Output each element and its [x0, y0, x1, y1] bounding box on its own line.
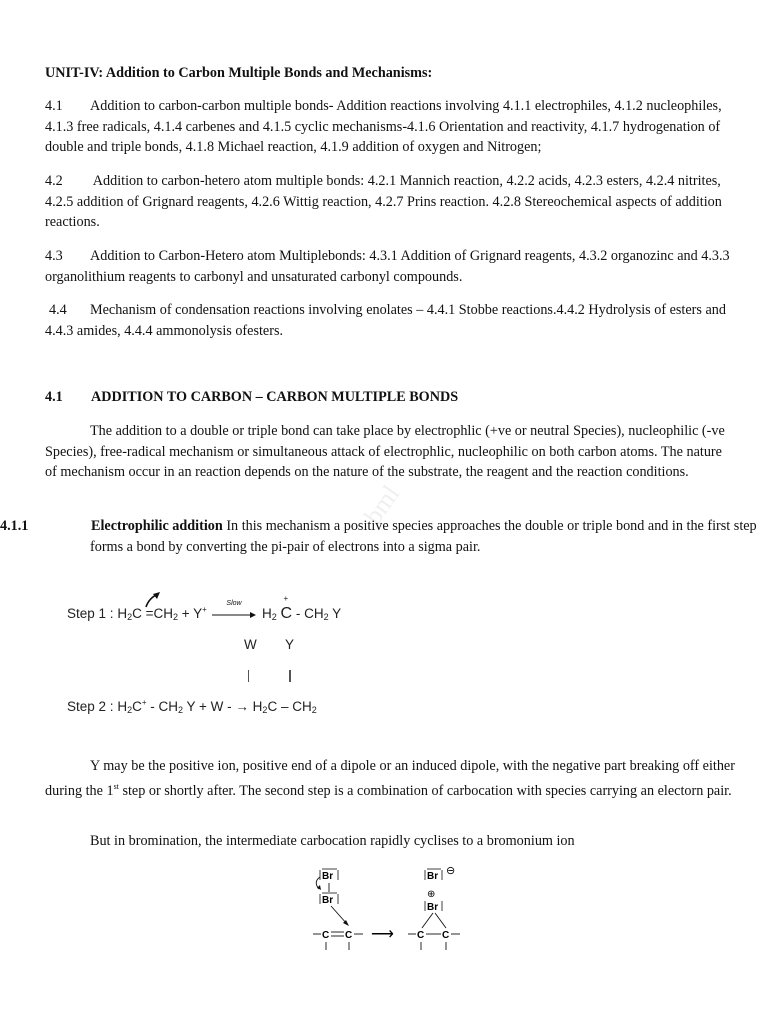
unit-title: UNIT-IV: Addition to Carbon Multiple Bonds and Mechanisms:	[45, 65, 433, 81]
curved-arrow-icon	[143, 590, 165, 610]
subsection-text: In this mechanism a positive species approaches the double or triple bond and in the first step forms a bond by converting the pi-pair of electrons into a sigma pair.	[90, 518, 757, 555]
syllabus-text: Mechanism of condensation reactions involving enolates – 4.4.1 Stobbe reactions.4.4.2 Hydrolysis of esters and 4.4.3 amides, 4.4.4 ammonolysis ofesters.	[45, 302, 726, 339]
plus-charge-icon: ⊕	[427, 889, 436, 900]
syllabus-num: 4.2	[45, 173, 63, 189]
section-heading	[45, 387, 735, 408]
w-label: W	[244, 637, 257, 652]
br-top-left: Br	[322, 871, 334, 882]
subsection-electrophilic	[0, 516, 768, 557]
bond-line-y	[289, 670, 291, 682]
syllabus-text: Addition to carbon-carbon multiple bonds- Addition reactions involving 4.1.1 electrophiles, 4.1.2 nucleophiles, 4.1.3 free radicals, 4.1.4 carbenes and 4.1.5 cyclic mechanisms-4.1.6 Orientation and reactivity, 4.1.7 hydrogenation of double and triple bonds, 4.1.8 Michael reaction, 4.1.9 addition of oxygen and Nitrogen;	[45, 98, 722, 156]
step1-label: Step 1 :	[67, 606, 114, 621]
equation-step1: Step 1 : $H_2C =CH_2 + Y^+$	[67, 605, 207, 622]
reaction-arrow-icon: ⟶	[371, 926, 394, 943]
subsection-title: Electrophilic addition	[91, 518, 223, 534]
syllabus-item-4-1	[45, 96, 735, 158]
syllabus-item-4-4	[45, 300, 735, 341]
syllabus-item-4-2	[45, 171, 735, 233]
intro-paragraph: The addition to a double or triple bond can take place by electrophlic (+ve or neutral Species), nucleophilic (-ve Species), free-radical mechanism or simultaneous attack of electrophlic, nucleophilic on both carbon atoms. The nature of mechanism occur in an reaction depends on the nature of the substrate, the reagent and the reaction conditions.	[45, 423, 725, 481]
section-title: ADDITION TO CARBON – CARBON MULTIPLE BONDS	[91, 389, 459, 405]
right-arrow-icon: →	[235, 699, 249, 714]
bromination-text: But in bromination, the intermediate carbocation rapidly cyclises to a bromonium ion	[90, 833, 575, 849]
y-label: Y	[285, 637, 295, 652]
equation-step2: Step 2 : $H_2C^+ - CH_2$ Y + W - → $H_2C - CH_2$	[67, 698, 317, 715]
syllabus-text: Addition to carbon-hetero atom multiple bonds: 4.2.1 Mannich reaction, 4.2.2 acids, 4.2.3 esters, 4.2.4 nitrites, 4.2.5 addition of Grignard reagents, 4.2.6 Wittig reaction, 4.2.7 Prins reaction. 4.2.8 Stereochemical aspects of addition reactions.	[45, 173, 722, 231]
carbon-1: C	[322, 930, 330, 941]
syllabus-item-4-3	[45, 246, 735, 287]
y-paragraph: Y may be the positive ion, positive end of a dipole or an induced dipole, with the negative part breaking off either during the 1st step or shortly after. The second step is a combination of carbocation with species carrying an electorn pair.	[45, 758, 735, 799]
minus-charge-icon: ⊖	[446, 865, 456, 877]
carbon-3: C	[417, 930, 425, 941]
step1-reactant-b: CH	[153, 606, 173, 621]
carbon-4: C	[442, 930, 450, 941]
subsection-num: 4.1.1	[0, 518, 29, 534]
br-mid-right: Br	[427, 902, 439, 913]
br-mid-left: Br	[322, 895, 334, 906]
syllabus-text: Addition to Carbon-Hetero atom Multiplebonds: 4.3.1 Addition of Grignard reagents, 4.3.2 organozinc and 4.3.3 organolithium reagents to carbonyl and unsaturated carbonyl compounds.	[45, 248, 730, 285]
br-top-right: Br	[427, 871, 439, 882]
step1-reactant-a: H	[117, 606, 128, 621]
carbon-2: C	[345, 930, 353, 941]
bromonium-ion-figure	[305, 862, 475, 957]
step1-plus-y: + Y	[178, 606, 203, 621]
double-bond: =	[145, 606, 154, 621]
step1-product: $H_2$ + C - $CH_2$ Y	[262, 594, 342, 622]
step2-label: Step 2 :	[67, 699, 114, 714]
right-arrow-icon	[212, 611, 256, 619]
slow-arrow	[212, 600, 256, 624]
syllabus-num: 4.1	[45, 98, 63, 114]
watermark: bml	[358, 479, 406, 530]
step1-c1: C	[132, 606, 142, 621]
syllabus-num: 4.3	[45, 248, 63, 264]
section-num: 4.1	[45, 389, 63, 405]
carbocation: + C	[280, 594, 293, 622]
carbocation-plus: +	[283, 594, 289, 603]
syllabus-num: 4.4	[49, 302, 67, 318]
bond-line-w	[248, 670, 249, 682]
slow-label: Slow	[226, 600, 242, 607]
